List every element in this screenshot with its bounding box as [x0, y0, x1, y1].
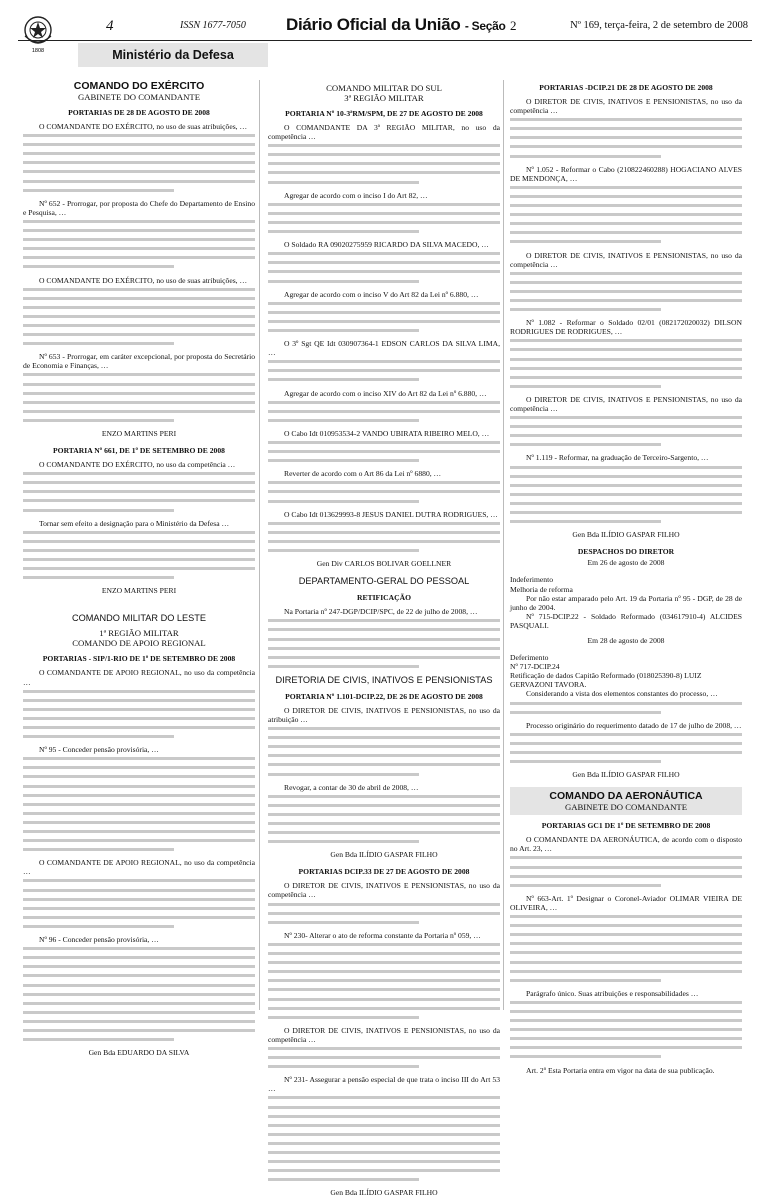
page-number: 4 [106, 18, 114, 34]
signature: ENZO MARTINS PERI [101, 429, 177, 438]
column-divider [259, 80, 260, 1010]
act-title: PORTARIA Nº 661, DE 1º DE SETEMBRO DE 2008 [53, 446, 225, 456]
signature: Gen Bda ILÍDIO GASPAR FILHO [330, 850, 438, 860]
paragraph: Nº 652 - Prorrogar, por proposta do Chefe do Departamento de Ensino e Pesquisa, … [23, 198, 255, 217]
paragraph: Nº 663-Art. 1º Designar o Coronel-Aviador OLIMAR VIEIRA DE OLIVEIRA, … [510, 893, 742, 912]
paragraph: O DIRETOR DE CIVIS, INATIVOS E PENSIONISTAS, no uso da competência … [510, 250, 742, 269]
illegible-text [268, 438, 500, 465]
paragraph: Nº 231- Assegurar a pensão especial de que trata o inciso III do Art 53 … [268, 1075, 500, 1094]
illegible-text [268, 900, 500, 927]
paragraph: Na Portaria nº 247-DGP/DCIP/SPC, de 22 de julho de 2008, … [284, 607, 478, 617]
paragraph: O Cabo Idt 013629993-8 JESUS DANIEL DUTRA RODRIGUES, … [284, 509, 498, 519]
paragraph: O Cabo Idt 010953534-2 VANDO UBIRATA RIBEIRO MELO, … [284, 428, 490, 438]
paragraph: Tornar sem efeito a designação para o Ministério da Defesa … [39, 518, 230, 528]
section-subheading: GABINETE DO COMANDANTE [564, 802, 688, 813]
signature: ENZO MARTINS PERI [101, 586, 177, 596]
illegible-text [510, 699, 742, 717]
act-title: PORTARIA Nº 10-3ªRM/SPM, DE 27 DE AGOSTO DE 2008 [285, 109, 483, 118]
illegible-text [23, 528, 255, 583]
paragraph: O DIRETOR DE CIVIS, INATIVOS E PENSIONISTAS, no uso da competência … [268, 1025, 500, 1044]
illegible-text [23, 687, 255, 742]
illegible-text [268, 1044, 500, 1071]
illegible-text [268, 299, 500, 335]
act-title: DESPACHOS DO DIRETOR [577, 547, 675, 557]
illegible-text [268, 724, 500, 779]
paragraph: O DIRETOR DE CIVIS, INATIVOS E PENSIONISTAS, no uso da competência … [510, 394, 742, 413]
illegible-text [510, 115, 742, 160]
paragraph: O COMANDANTE DO EXÉRCITO, no uso da competência … [39, 460, 236, 470]
paragraph: O DIRETOR DE CIVIS, INATIVOS E PENSIONISTAS, no uso da competência … [510, 97, 742, 116]
paragraph: O COMANDANTE DO EXÉRCITO, no uso de suas atribuições, … [39, 275, 248, 285]
illegible-text [268, 249, 500, 285]
illegible-text [268, 1093, 500, 1184]
illegible-text [268, 141, 500, 186]
despacho-line: Nº 715-DCIP.22 - Soldado Reformado (034617910-4) ALCIDES PASQUALI. [510, 611, 742, 630]
paragraph: O COMANDANTE DA AERONÁUTICA, de acordo com o disposto no Art. 23, … [510, 835, 742, 854]
illegible-text [510, 853, 742, 889]
act-title: PORTARIAS - SIP/1-RIO DE 1º DE SETEMBRO DE 2008 [42, 654, 236, 664]
paragraph: O COMANDANTE DE APOIO REGIONAL, no uso da competência … [23, 858, 255, 877]
section-heading: COMANDO DA AERONÁUTICA [549, 790, 703, 803]
column-1 [23, 80, 255, 1058]
act-title: PORTARIAS DE 28 DE AGOSTO DE 2008 [68, 108, 210, 117]
illegible-text [268, 792, 500, 847]
illegible-text [268, 200, 500, 236]
illegible-text [510, 183, 742, 247]
paragraph: Nº 1.082 - Reformar o Soldado 02/01 (082172020032) DILSON RODRIGUES DE RODRIGUES, … [510, 318, 742, 337]
paragraph: Art. 2º Esta Portaria entra em vigor na data de sua publicação. [526, 1065, 715, 1075]
illegible-text [510, 998, 742, 1062]
despacho-line: Melhoria de reforma [510, 584, 573, 594]
paragraph: Considerando a vista dos elementos constantes do processo, … [526, 689, 718, 699]
publication-title [286, 15, 516, 35]
act-title: PORTARIAS DCIP.33 DE 27 DE AGOSTO DE 2008 [298, 867, 470, 877]
illegible-text [510, 413, 742, 449]
signature: Gen Bda ILÍDIO GASPAR FILHO [330, 1188, 438, 1197]
paragraph: Revogar, a contar de 30 de abril de 2008, … [284, 782, 419, 792]
illegible-text [23, 469, 255, 514]
act-title: RETIFICAÇÃO [356, 593, 411, 603]
paragraph: O 3º Sgt QE Idt 030907364-1 EDSON CARLOS DA SILVA LIMA, … [268, 339, 500, 358]
illegible-text [268, 478, 500, 505]
illegible-text [510, 463, 742, 527]
section-heading: COMANDO DO EXÉRCITO [73, 80, 205, 92]
signature: Gen Div CARLOS BOLIVAR GOELLNER [316, 559, 452, 569]
illegible-text [510, 336, 742, 391]
paragraph: Reverter de acordo com o Art 86 da Lei nº 6880, … [284, 469, 442, 479]
department-name: DEPARTAMENTO-GERAL DO PESSOAL [298, 576, 470, 587]
paragraph: O COMANDANTE DO EXÉRCITO, no uso de suas atribuições, … [39, 122, 248, 131]
agency-title: Ministério da Defesa [78, 43, 268, 67]
despacho-line: Deferimento [510, 653, 549, 663]
illegible-text [510, 730, 742, 766]
illegible-text [268, 519, 500, 555]
illegible-text [268, 940, 500, 1022]
despacho-line: Indeferimento [510, 575, 554, 585]
act-title: PORTARIA Nº 1.101-DCIP.22, DE 26 DE AGOSTO DE 2008 [285, 691, 483, 701]
paragraph: Nº 230- Alterar o ato de reforma constante da Portaria nº 059, … [284, 930, 481, 940]
signature: Gen Bda EDUARDO DA SILVA [88, 1048, 190, 1058]
publication-name: Diário Oficial da União [286, 15, 461, 34]
section-subheading: GABINETE DO COMANDANTE [77, 92, 201, 102]
department-name: DIRETORIA DE CIVIS, INATIVOS E PENSIONISTAS [275, 674, 493, 685]
illegible-text [23, 131, 255, 195]
paragraph: O DIRETOR DE CIVIS, INATIVOS E PENSIONISTAS, no uso da competência … [268, 881, 500, 900]
column-3 [510, 83, 742, 1075]
signature: Gen Bda ILÍDIO GASPAR FILHO [572, 530, 680, 540]
paragraph: Agregar de acordo com o inciso XIV do Art 82 da Lei nº 6.880, … [284, 388, 487, 398]
paragraph: Parágrafo único. Suas atribuições e responsabilidades … [526, 988, 699, 998]
illegible-text [268, 398, 500, 425]
issn: ISSN 1677-7050 [180, 20, 246, 31]
command-region: 3ª REGIÃO MILITAR [344, 93, 424, 103]
paragraph: Nº 653 - Prorrogar, em caráter excepcional, por proposta do Secretário de Economia e Finanças, … [23, 352, 255, 371]
illegible-text [23, 285, 255, 349]
column-2 [268, 83, 500, 1197]
illegible-text [510, 912, 742, 985]
paragraph: O COMANDANTE DA 3ª REGIÃO MILITAR, no uso da competência … [268, 123, 500, 142]
illegible-text [510, 269, 742, 314]
despacho-date: Em 28 de agosto de 2008 [587, 635, 665, 645]
illegible-text [23, 217, 255, 272]
section-heading-band [510, 787, 742, 815]
illegible-text [268, 616, 500, 671]
coat-of-arms-icon [20, 14, 56, 54]
illegible-text [23, 754, 255, 854]
signature: Gen Bda ILÍDIO GASPAR FILHO [572, 770, 680, 780]
illegible-text [23, 944, 255, 1044]
paragraph: Agregar de acordo com o inciso I do Art 82, … [284, 190, 428, 200]
despacho-line: Nº 717-DCIP.24 [510, 662, 560, 672]
section-number: 2 [509, 18, 517, 33]
command-name: COMANDO MILITAR DO SUL [326, 83, 442, 93]
section-label: - Seção [464, 19, 506, 33]
despacho-line: Por não estar amparado pelo Art. 19 da Portaria nº 95 - DGP, de 28 de junho de 2004. [510, 593, 742, 612]
issue-info: Nº 169, terça-feira, 2 de setembro de 2008 [570, 20, 748, 31]
command-region: 1ª REGIÃO MILITAR [99, 628, 179, 639]
masthead-rule [18, 40, 752, 41]
paragraph: Agregar de acordo com o inciso V do Art 82 da Lei nº 6.880, … [284, 289, 479, 299]
command-unit: COMANDO DE APOIO REGIONAL [72, 638, 206, 649]
act-title: PORTARIAS -DCIP.21 DE 28 DE AGOSTO DE 2008 [539, 83, 713, 92]
paragraph: Nº 1.119 - Reformar, na graduação de Terceiro-Sargento, … [526, 453, 709, 463]
paragraph: Nº 95 - Conceder pensão provisória, … [39, 745, 159, 755]
paragraph: O COMANDANTE DE APOIO REGIONAL, no uso da competência … [23, 668, 255, 687]
paragraph: O DIRETOR DE CIVIS, INATIVOS E PENSIONISTAS, no uso da atribuição … [268, 705, 500, 724]
illegible-text [23, 370, 255, 425]
despacho-line: Retificação de dados Capitão Reformado (018025390-8) LUIZ GERVAZONI TAVORA. [510, 671, 702, 690]
paragraph: Nº 96 - Conceder pensão provisória, … [39, 935, 159, 945]
illegible-text [268, 357, 500, 384]
svg-text:1808: 1808 [31, 48, 45, 54]
paragraph: Nº 1.052 - Reformar o Cabo (210822460288) HOGACIANO ALVES DE MENDONÇA, … [510, 164, 742, 183]
act-title: PORTARIAS GC1 DE 1º DE SETEMBRO DE 2008 [541, 821, 711, 831]
masthead [18, 10, 752, 72]
paragraph: Processo originário do requerimento datado de 17 de julho de 2008, … [526, 720, 742, 730]
command-name: COMANDO MILITAR DO LESTE [71, 613, 207, 624]
column-divider [503, 80, 504, 1010]
paragraph: O Soldado RA 09020275959 RICARDO DA SILVA MACEDO, … [284, 240, 489, 250]
despacho-date: Em 26 de agosto de 2008 [587, 558, 665, 568]
illegible-text [23, 876, 255, 931]
